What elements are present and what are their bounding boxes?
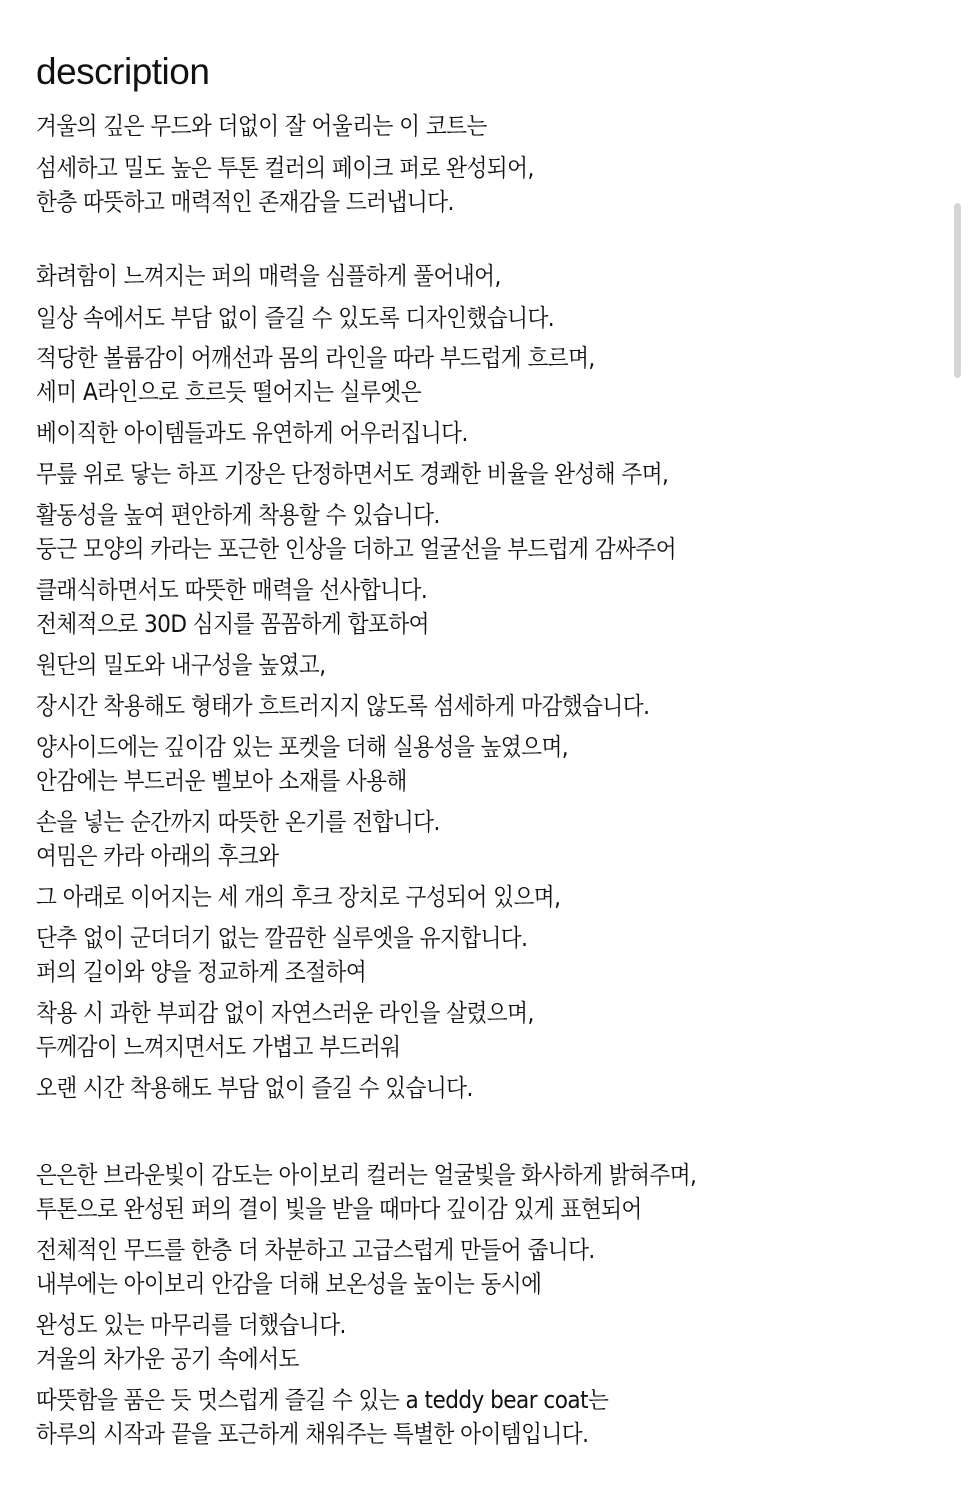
description-line: 내부에는 아이보리 안감을 더해 보온성을 높이는 동시에: [36, 1270, 542, 1298]
description-line: 오랜 시간 착용해도 부담 없이 즐길 수 있습니다.: [36, 1074, 473, 1102]
description-line: 세미 A라인으로 흐르듯 떨어지는 실루엣은: [36, 378, 422, 406]
description-line: 그 아래로 이어지는 세 개의 후크 장치로 구성되어 있으며,: [36, 883, 561, 911]
description-line: 적당한 볼륨감이 어깨선과 몸의 라인을 따라 부드럽게 흐르며,: [36, 344, 595, 372]
description-line: 전체적으로 30D 심지를 꼼꼼하게 합포하여: [36, 610, 430, 638]
description-line: 무릎 위로 닿는 하프 기장은 단정하면서도 경쾌한 비율을 완성해 주며,: [36, 460, 669, 488]
description-line: 화려함이 느껴지는 퍼의 매력을 심플하게 풀어내어,: [36, 262, 501, 290]
description-line: 겨울의 깊은 무드와 더없이 잘 어울리는 이 코트는: [36, 112, 487, 140]
description-line: 한층 따뜻하고 매력적인 존재감을 드러냅니다.: [36, 188, 454, 216]
description-line: 투톤으로 완성된 퍼의 결이 빛을 받을 때마다 깊이감 있게 표현되어: [36, 1195, 642, 1223]
description-line: 은은한 브라운빛이 감도는 아이보리 컬러는 얼굴빛을 화사하게 밝혀주며,: [36, 1161, 697, 1189]
description-line: 활동성을 높여 편안하게 착용할 수 있습니다.: [36, 501, 440, 529]
vertical-scrollbar-thumb[interactable]: [954, 203, 961, 378]
description-line: 베이직한 아이템들과도 유연하게 어우러집니다.: [36, 419, 468, 447]
description-line: 원단의 밀도와 내구성을 높였고,: [36, 651, 326, 679]
description-line: 따뜻함을 품은 듯 멋스럽게 즐길 수 있는 a teddy bear coat는: [36, 1386, 609, 1414]
description-line: 단추 없이 군더더기 없는 깔끔한 실루엣을 유지합니다.: [36, 924, 528, 952]
description-line: 일상 속에서도 부담 없이 즐길 수 있도록 디자인했습니다.: [36, 304, 555, 332]
description-line: 하루의 시작과 끝을 포근하게 채워주는 특별한 아이템입니다.: [36, 1420, 589, 1448]
description-line: 겨울의 차가운 공기 속에서도: [36, 1345, 299, 1373]
description-line: 전체적인 무드를 한층 더 차분하고 고급스럽게 만들어 줍니다.: [36, 1236, 595, 1264]
description-line: 장시간 착용해도 형태가 흐트러지지 않도록 섬세하게 마감했습니다.: [36, 692, 650, 720]
description-line: 완성도 있는 마무리를 더했습니다.: [36, 1311, 346, 1339]
description-line: 퍼의 길이와 양을 정교하게 조절하여: [36, 958, 367, 986]
description-line: 착용 시 과한 부피감 없이 자연스러운 라인을 살렸으며,: [36, 999, 534, 1027]
description-line: 여밈은 카라 아래의 후크와: [36, 842, 279, 870]
description-line: 섬세하고 밀도 높은 투톤 컬러의 페이크 퍼로 완성되어,: [36, 154, 534, 182]
page-title: description: [36, 51, 210, 92]
description-line: 두께감이 느껴지면서도 가볍고 부드러워: [36, 1033, 401, 1061]
description-line: 안감에는 부드러운 벨보아 소재를 사용해: [36, 767, 407, 795]
description-line: 클래식하면서도 따뜻한 매력을 선사합니다.: [36, 576, 428, 604]
description-line: 둥근 모양의 카라는 포근한 인상을 더하고 얼굴선을 부드럽게 감싸주어: [36, 535, 677, 563]
description-line: 손을 넣는 순간까지 따뜻한 온기를 전합니다.: [36, 808, 440, 836]
description-line: 양사이드에는 깊이감 있는 포켓을 더해 실용성을 높였으며,: [36, 733, 569, 761]
